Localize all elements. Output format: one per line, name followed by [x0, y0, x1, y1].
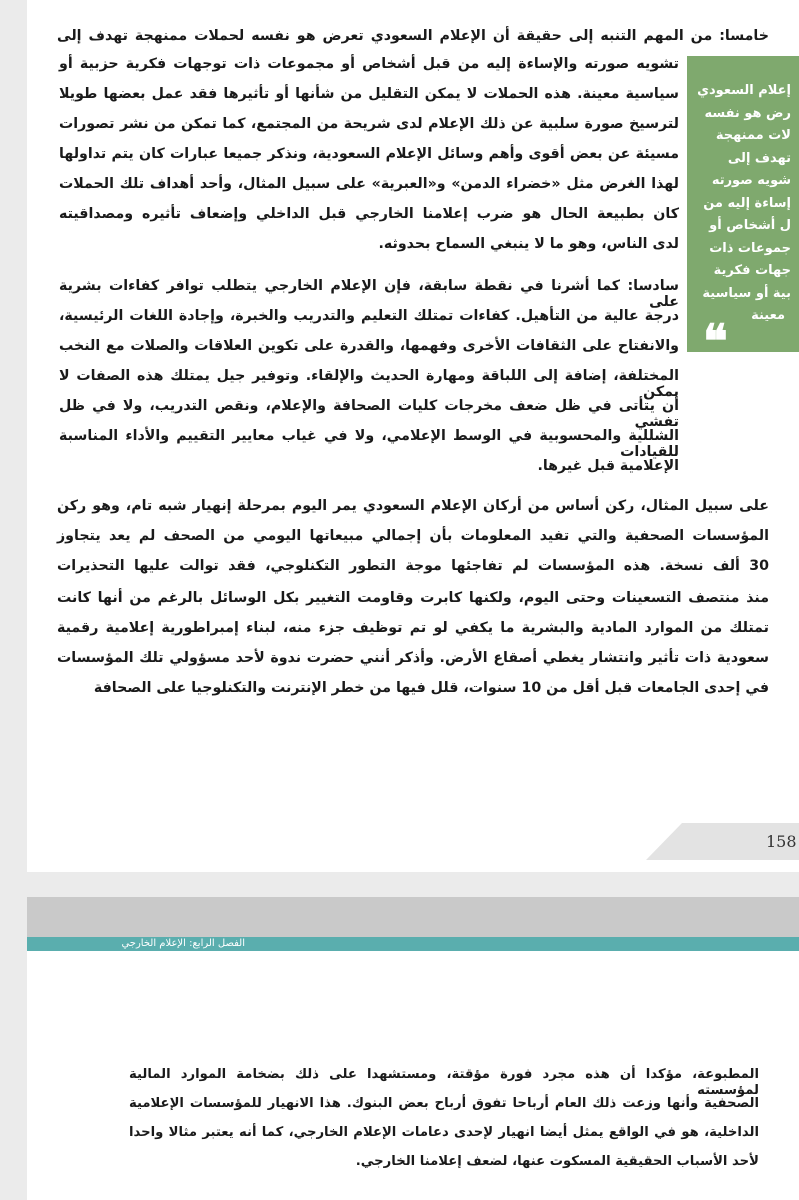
- text-line: الشللية والمحسوبية في الوسط الإعلامي، ولا في غياب معايير التقييم والأداء المناسبة للقيادات: [59, 428, 679, 460]
- text-line: لأحد الأسباب الحقيقية المسكوت عنها، لضعف إعلامنا الخارجي.: [355, 1154, 759, 1169]
- pull-quote-line: إعلام السعودي: [697, 83, 791, 98]
- pull-quote-line: جهات فكرية: [713, 263, 791, 278]
- text-line: لهذا الغرض مثل «خضراء الدمن» و«العبرية» على سبيل المثال، وأحد أهداف تلك الحملات: [59, 176, 679, 192]
- text-line: 30 ألف نسخة. هذه المؤسسات لم تفاجئها موجة التطور التكنلوجي، فقد توالت عليها التحذيرات: [57, 558, 769, 574]
- text-line: مسيئة عن بعض أقوى وأهم وسائل الإعلام السعودية، ونذكر جميعا عبارات كان يتم تداولها: [59, 146, 679, 162]
- text-line: في إحدى الجامعات قبل أقل من 10 سنوات، قلل فيها من خطر الإنترنت والتكنلوجيا على الصحافة: [93, 680, 769, 696]
- chapter-header-bar: [27, 897, 799, 937]
- pull-quote-line: إساءة إليه من: [703, 195, 791, 211]
- text-line: المؤسسات الصحفية والتي تفيد المعلومات بأن إجمالي مبيعاتها اليومي من الصحف لم يعد يتجاوز: [57, 528, 769, 544]
- pull-quote-line: تهدف إلى: [727, 150, 791, 166]
- text-line: سعودية ذات تأثير وانتشار يغطي أصقاع الأرض. وأذكر أنني حضرت ندوة لأحد مسؤولي تلك المؤسسات: [57, 650, 769, 666]
- text-line: الإعلامية قبل غيرها.: [537, 458, 679, 474]
- pull-quote-box: [687, 56, 799, 368]
- text-line: الداخلية، هو في الواقع يمثل أيضا انهيار لإحدى دعامات الإعلام الخارجي، كما أنه يعتبر مثالا واحدا: [129, 1125, 759, 1140]
- text-line: كان بطبيعة الحال هو ضرب إعلامنا الخارجي قبل الداخلي وإضعاف تأثيره ومصداقيته: [59, 206, 679, 222]
- pull-quote-line: ل أشخاص أو: [709, 218, 791, 233]
- pull-quote-line: رض هو نفسه: [704, 105, 791, 121]
- text-line: سادسا: كما أشرنا في نقطة سابقة، فإن الإعلام الخارجي يتطلب توافر كفاءات بشرية على: [59, 278, 679, 310]
- text-line: منذ منتصف التسعينات وحتى اليوم، ولكنها كابرت وقاومت التغيير بكل الوسائل بالرغم من أنها كانت: [57, 590, 769, 606]
- text-line: تشويه صورته والإساءة إليه من قبل أشخاص أو مجموعات ذات توجهات فكرية حزبية أو: [59, 56, 679, 72]
- pull-quote-line: معينة: [751, 308, 785, 323]
- text-line: المطبوعة، مؤكدا أن هذه مجرد فورة مؤقتة، ومستشهدا على ذلك بضخامة الموارد المالية لمؤسسته: [129, 1067, 759, 1098]
- text-line: والانفتاح على الثقافات الأخرى وفهمها، والقدرة على تكوين العلاقات والصلات مع النخب: [59, 338, 679, 354]
- pull-quote-line: بية أو سياسية: [702, 285, 791, 301]
- pull-quote-line: شويه صورته: [711, 173, 791, 188]
- pull-quote-line: لات ممنهجة: [715, 128, 791, 143]
- text-line: خامسا: من المهم التنبه إلى حقيقة أن الإعلام السعودي تعرض هو نفسه لحملات ممنهجة تهدف إلى: [57, 28, 769, 44]
- text-line: المختلفة، إضافة إلى اللباقة ومهارة الحديث والإلقاء. وتوفير جيل يمتلك هذه الصفات لا يمكن: [59, 368, 679, 400]
- text-line: على سبيل المثال، ركن أساس من أركان الإعلام السعودي يمر اليوم بمرحلة إنهيار شبه تام، وهو ركن: [57, 498, 769, 514]
- text-line: لدى الناس، وهو ما لا ينبغي السماح بحدوثه.: [378, 236, 679, 252]
- text-line: الصحفية وأنها وزعت ذلك العام أرباحا تفوق أرباح بعض البنوك. هذا الانهيار للمؤسسات الإعلامية: [129, 1096, 759, 1111]
- text-line: لترسيخ صورة سلبية عن ذلك الإعلام لدى شريحة من المجتمع، كما تمكن من نشر تصورات: [59, 116, 679, 132]
- text-line: تمتلك من الموارد المادية والبشرية ما يكفي لو تم توظيف جزء منه، لبناء إمبراطورية إعلامية رقمية: [57, 620, 769, 636]
- page-number: 158: [766, 832, 797, 851]
- quote-mark-icon: ❝: [703, 314, 728, 368]
- text-line: أن يتأتى في ظل ضعف مخرجات كليات الصحافة والإعلام، ونقص التدريب، ولا في ظل تفشي: [59, 398, 679, 430]
- text-line: سياسية معينة. هذه الحملات لا يمكن التقليل من شأنها أو تأثيرها فقد عمل بعضها طويلا: [59, 86, 679, 102]
- text-line: درجة عالية من التأهيل. كفاءات تمتلك التعليم والتدريب والخبرة، وإجادة اللغات الرئيسية،: [59, 308, 679, 324]
- pull-quote-line: جموعات ذات: [709, 240, 791, 256]
- chapter-title: الفصل الرابع: الإعلام الخارجي: [121, 938, 245, 949]
